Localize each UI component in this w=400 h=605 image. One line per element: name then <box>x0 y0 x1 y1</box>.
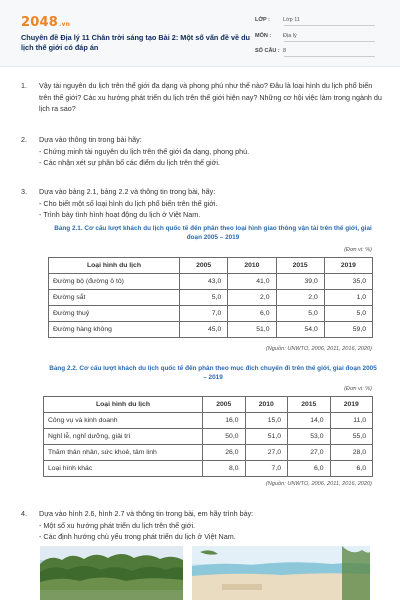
table-cell: 41,0 <box>228 274 276 290</box>
table-row <box>49 306 373 322</box>
site-logo[interactable] <box>21 15 70 30</box>
question-number: 3. <box>21 187 27 196</box>
table-row <box>49 290 373 306</box>
question-number: 1. <box>21 81 27 90</box>
table-header-cell: Loại hình du lịch <box>44 397 203 413</box>
table-cell: Đường thuỷ <box>49 306 180 322</box>
table-cell: 26,0 <box>203 445 246 461</box>
table-header-cell: 2010 <box>228 258 276 274</box>
table-cell: 8,0 <box>203 461 246 477</box>
meta-count <box>255 48 375 54</box>
table-cell: Nghỉ lễ, nghỉ dưỡng, giải trí <box>44 429 203 445</box>
table-cell: 5,0 <box>276 306 324 322</box>
table-cell: 35,0 <box>324 274 372 290</box>
table-1 <box>48 257 373 338</box>
table-cell: 6,0 <box>228 306 276 322</box>
document-title: Chuyên đề Địa lý 11 Chân trời sáng tạo Bài 2: Một số vấn đề về du lịch thế giới có đáp án <box>21 33 251 52</box>
question-3 <box>21 186 386 221</box>
table-row <box>44 429 373 445</box>
table-cell: 7,0 <box>245 461 288 477</box>
table-cell: 15,0 <box>245 413 288 429</box>
table-cell: Đường bộ (đường ô tô) <box>49 274 180 290</box>
table-cell: 5,0 <box>180 290 228 306</box>
table-row <box>49 322 373 338</box>
meta-class-value: Lớp 11 <box>283 17 300 23</box>
table-cell: 45,0 <box>180 322 228 338</box>
table-2-source: (Nguồn: UNWTO, 2006, 2011, 2016, 2020) <box>265 481 372 487</box>
table-header-cell: 2005 <box>180 258 228 274</box>
table-1-caption: Bảng 2.1. Cơ cấu lượt khách du lịch quốc tế đến phân theo loại hình giao thông vận tải trên thế giới, giai đoạn 2005 – 2019 <box>54 225 372 241</box>
table-header-cell: 2005 <box>203 397 246 413</box>
table-header-cell: 2010 <box>245 397 288 413</box>
table-header-row <box>44 397 373 413</box>
meta-subject-value: Địa lý <box>283 33 297 39</box>
meta-subject-key: MÔN : <box>255 33 272 39</box>
table-1-source: (Nguồn: UNWTO, 2006, 2011, 2016, 2020) <box>265 346 372 352</box>
table-2-caption: Bảng 2.2. Cơ cấu lượt khách du lịch quốc tế đến phân theo mục đích chuyến đi trên thế giới, giai đoạn 2005 – 2019 <box>49 365 377 381</box>
table-header-cell: Loại hình du lịch <box>49 258 180 274</box>
table-cell: 39,0 <box>276 274 324 290</box>
logo-text: 2048 <box>21 15 58 30</box>
table-cell: 27,0 <box>245 445 288 461</box>
logo-suffix: .vn <box>58 21 71 28</box>
table-cell: 59,0 <box>324 322 372 338</box>
table-cell: 6,0 <box>288 461 331 477</box>
question-item: - Chứng minh tài nguyên du lịch trên thế giới đa dạng, phong phú. <box>39 146 250 156</box>
table-2-unit: (Đơn vị: %) <box>344 386 372 392</box>
table-row <box>49 274 373 290</box>
table-header-cell: 2015 <box>276 258 324 274</box>
question-2 <box>21 134 386 169</box>
question-item: - Trình bày tình hình hoạt động du lịch ở Việt Nam. <box>39 210 201 219</box>
question-item: - Các định hướng chủ yếu trong phát triển du lịch ở Việt Nam. <box>39 532 236 541</box>
forest-lake-photo <box>40 546 183 600</box>
meta-class-key: LỚP : <box>255 17 270 23</box>
table-cell: 5,0 <box>324 306 372 322</box>
table-1-unit: (Đơn vị: %) <box>344 247 372 253</box>
meta-class <box>255 17 375 23</box>
table-cell: 51,0 <box>228 322 276 338</box>
question-item: - Một số xu hướng phát triển du lịch trên thế giới. <box>39 520 196 530</box>
table-cell: 55,0 <box>330 429 373 445</box>
table-header-row <box>49 258 373 274</box>
table-cell: Loại hình khác <box>44 461 203 477</box>
table-cell: 51,0 <box>245 429 288 445</box>
table-cell: 16,0 <box>203 413 246 429</box>
question-text: Dựa vào bảng 2.1, bảng 2.2 và thông tin trong bài, hãy: <box>39 187 216 196</box>
question-1 <box>21 80 386 115</box>
table-cell: Thăm thân nhân, sức khoẻ, tâm linh <box>44 445 203 461</box>
table-cell: 54,0 <box>276 322 324 338</box>
question-4 <box>21 508 386 543</box>
table-row <box>44 445 373 461</box>
table-cell: 43,0 <box>180 274 228 290</box>
question-text: Dựa vào thông tin trong bài hãy: <box>39 135 142 144</box>
table-cell: 53,0 <box>288 429 331 445</box>
table-cell: 11,0 <box>330 413 373 429</box>
question-number: 4. <box>21 509 27 518</box>
table-row <box>44 413 373 429</box>
table-cell: Đường hàng không <box>49 322 180 338</box>
table-cell: 7,0 <box>180 306 228 322</box>
meta-subject <box>255 33 375 39</box>
table-cell: 2,0 <box>228 290 276 306</box>
table-header-cell: 2015 <box>288 397 331 413</box>
table-cell: Công vụ và kinh doanh <box>44 413 203 429</box>
question-number: 2. <box>21 135 27 144</box>
table-header-cell: 2019 <box>324 258 372 274</box>
question-item: - Cho biết một số loại hình du lịch phổ biến trên thế giới. <box>39 198 218 208</box>
table-cell: 2,0 <box>276 290 324 306</box>
table-row <box>44 461 373 477</box>
meta-count-value: 8 <box>283 48 287 54</box>
table-2 <box>43 396 373 477</box>
table-header-cell: 2019 <box>330 397 373 413</box>
table-cell: 50,0 <box>203 429 246 445</box>
table-cell: 6,0 <box>330 461 373 477</box>
beach-photo <box>192 546 370 600</box>
question-text: Vậy tài nguyên du lịch trên thế giới đa dạng và phong phú như thế nào? Đâu là loại hình du lịch phổ biến trên thế giới? Các xu hướng phát triển du lịch trên thế giới hiện nay? Những cơ hội việc làm trong ngành du lịch ra sao? <box>39 81 382 113</box>
question-text: Dựa vào hình 2.6, hình 2.7 và thông tin trong bài, em hãy trình bày: <box>39 509 254 518</box>
table-cell: 27,0 <box>288 445 331 461</box>
meta-count-key: SỐ CÂU : <box>255 48 280 54</box>
table-cell: 1,0 <box>324 290 372 306</box>
table-cell: 28,0 <box>330 445 373 461</box>
page-header <box>0 0 400 67</box>
table-cell: 14,0 <box>288 413 331 429</box>
table-cell: Đường sắt <box>49 290 180 306</box>
question-item: - Các nhận xét sự phân bố các điểm du lịch trên thế giới. <box>39 158 220 167</box>
